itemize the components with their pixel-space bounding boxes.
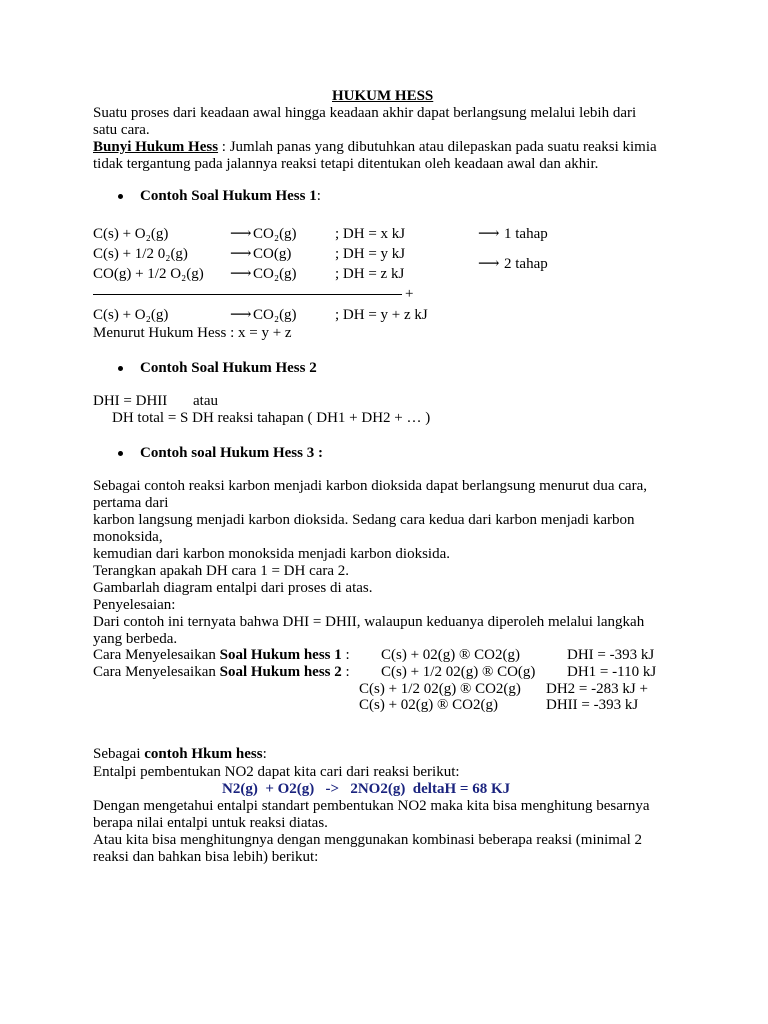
soal2-line1b: atau [193, 393, 218, 409]
soal1-sum-right: CO₂(g) [253, 307, 297, 323]
soal1-row1-dh: ; DH = x kJ [335, 226, 406, 242]
intro-line-3 [93, 139, 657, 156]
intro-line-4: tidak tergantung pada jalannya reaksi tetapi ditentukan oleh keadaan awal dan akhir. [93, 156, 599, 172]
soal3-heading: Contoh soal Hukum Hess 3 : [140, 445, 323, 461]
reaction-3: C(s) + 1/2 02(g) ® CO2(g) [359, 681, 521, 697]
contoh-line2: Dengan mengetahui entalpi standart pembentukan NO2 maka kita bisa menghitung besarnya [93, 798, 650, 814]
cara1-label: Cara Menyelesaikan Soal Hukum hess 1 : [93, 647, 350, 663]
intro-line-1: Suatu proses dari keadaan awal hingga keadaan akhir dapat berlangsung melalui lebih dari [93, 105, 637, 121]
tahap-1-label: 1 tahap [504, 226, 548, 242]
soal1-row1-right: CO₂(g) [253, 226, 297, 242]
soal2-heading: Contoh Soal Hukum Hess 2 [140, 360, 317, 376]
soal3-p4: monoksida, [93, 529, 163, 545]
arrow-icon: ⟶ [478, 256, 500, 272]
soal1-row3-left: CO(g) + 1/2 O₂(g) [93, 266, 204, 282]
tahap-2-label: 2 tahap [504, 256, 548, 272]
soal3-p7: Gambarlah diagram entalpi dari proses di atas. [93, 580, 373, 596]
soal3-p3: karbon langsung menjadi karbon dioksida. Sedang cara kedua dari karbon menjadi karbon [93, 512, 635, 528]
soal1-row3-dh: ; DH = z kJ [335, 266, 405, 282]
soal3-p5: kemudian dari karbon monoksida menjadi karbon dioksida. [93, 546, 451, 562]
soal1-row3-right: CO₂(g) [253, 266, 297, 282]
arrow-icon: ⟶ [230, 307, 252, 323]
soal3-p2: pertama dari [93, 495, 169, 511]
bunyi-hukum-hess-label: Bunyi Hukum Hess [93, 139, 219, 155]
arrow-icon: ⟶ [230, 246, 252, 262]
soal3-p6: Terangkan apakah DH cara 1 = DH cara 2. [93, 563, 350, 579]
soal2-line1a: DHI = DHII [93, 393, 168, 409]
arrow-icon: ⟶ [230, 266, 252, 282]
reaction-4: C(s) + 02(g) ® CO2(g) [359, 697, 499, 713]
intro-line-2: satu cara. [93, 122, 150, 138]
page-title: HUKUM HESS [332, 88, 434, 104]
soal2-line2: DH total = S DH reaksi tahapan ( DH1 + DH2 + … ) [112, 410, 431, 426]
soal3-p10: yang berbeda. [93, 631, 178, 647]
cara2-dh: DH1 = -110 kJ [567, 664, 657, 680]
sum-divider [93, 294, 402, 295]
soal1-sum-left: C(s) + O₂(g) [93, 307, 169, 323]
bullet-icon [118, 451, 123, 456]
soal1-heading: Contoh Soal Hukum Hess 1: [140, 188, 321, 204]
soal3-p8: Penyelesaian: [93, 597, 176, 613]
cara1-reaction: C(s) + 02(g) ® CO2(g) [381, 647, 521, 663]
bullet-icon [118, 366, 123, 371]
contoh-line4: Atau kita bisa menghitungnya dengan menggunakan kombinasi beberapa reaksi (minimal 2 [93, 832, 643, 848]
cara2-label: Cara Menyelesaikan Soal Hukum hess 2 : [93, 664, 350, 680]
dh-3: DH2 = -283 kJ + [546, 681, 648, 697]
contoh-line1: Entalpi pembentukan NO2 dapat kita cari dari reaksi berikut: [93, 764, 460, 780]
cara2-reaction: C(s) + 1/2 02(g) ® CO(g) [381, 664, 536, 680]
bunyi-hukum-hess-text: : Jumlah panas yang dibutuhkan atau dilepaskan pada suatu reaksi kimia [218, 139, 657, 155]
soal3-p9: Dari contoh ini ternyata bahwa DHI = DHII, walaupun keduanya diperoleh melalui langkah [93, 614, 645, 630]
soal1-row2-right: CO(g) [253, 246, 292, 262]
arrow-icon: ⟶ [478, 226, 500, 242]
arrow-icon: ⟶ [230, 226, 252, 242]
contoh-heading: Sebagai contoh Hkum hess: [93, 746, 267, 762]
dh-4: DHII = -393 kJ [546, 697, 639, 713]
soal3-p1: Sebagai contoh reaksi karbon menjadi karbon dioksida dapat berlangsung menurut dua cara, [93, 478, 647, 494]
contoh-line5: reaksi dan bahkan bisa lebih) berikut: [93, 849, 319, 865]
soal1-row1-left: C(s) + O₂(g) [93, 226, 169, 242]
soal1-conclusion: Menurut Hukum Hess : x = y + z [93, 325, 292, 341]
soal1-row2-left: C(s) + 1/2 0₂(g) [93, 246, 188, 262]
divider-plus: + [405, 286, 414, 302]
soal1-row2-dh: ; DH = y kJ [335, 246, 406, 262]
cara1-dh: DHI = -393 kJ [567, 647, 655, 663]
bullet-icon [118, 194, 123, 199]
contoh-line3: berapa nilai entalpi untuk reaksi diatas. [93, 815, 328, 831]
no2-equation: N2(g) + O2(g) -> 2NO2(g) deltaH = 68 KJ [222, 781, 511, 797]
soal1-sum-dh: ; DH = y + z kJ [335, 307, 428, 323]
